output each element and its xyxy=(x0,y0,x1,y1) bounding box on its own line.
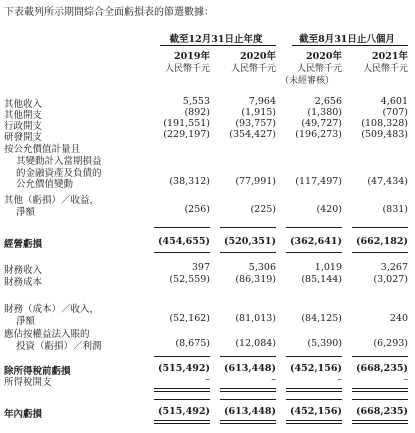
subtotal-rule xyxy=(220,399,276,400)
table-cell: (77,991) xyxy=(235,176,276,188)
table-cell: (49,727) xyxy=(301,118,342,129)
table-cell: (47,434) xyxy=(367,176,408,188)
row-label: 其他收入 xyxy=(4,99,43,110)
table-cell: (196,273) xyxy=(295,129,342,140)
subtotal-rule xyxy=(286,252,342,253)
table-cell: 2,656 xyxy=(314,96,342,107)
table-cell: (191,551) xyxy=(163,118,210,129)
table-cell: (256) xyxy=(184,203,210,215)
row-label: 其他開支 xyxy=(4,110,43,121)
table-cell: (613,448) xyxy=(224,406,276,417)
unit-header-1: 人民幣千元 xyxy=(164,64,210,74)
table-cell: (454,655) xyxy=(158,236,210,247)
header-year-rule xyxy=(160,45,276,46)
table-cell: (452,156) xyxy=(290,363,342,374)
table-cell: (1,915) xyxy=(241,107,276,118)
table-cell: 3,267 xyxy=(380,262,408,273)
subtotal-rule xyxy=(286,399,342,400)
table-cell: (86,319) xyxy=(235,274,276,285)
double-underline xyxy=(352,388,408,392)
subtotal-rule xyxy=(352,356,408,357)
year-header-2: 2020年 xyxy=(240,51,276,62)
unaudited-note: （未經審核） xyxy=(279,76,334,86)
unit-header-4: 人民幣千元 xyxy=(362,64,408,74)
row-label: 研發開支 xyxy=(4,132,43,143)
table-cell: 4,601 xyxy=(380,96,408,107)
row-label: 除所得稅前虧損 xyxy=(4,366,71,377)
subtotal-rule xyxy=(154,356,210,357)
header-period-group: 截至8月31日止八個月 xyxy=(299,34,395,45)
table-cell: (452,156) xyxy=(290,406,342,417)
row-label: 財務（成本）／收入， xyxy=(4,304,100,315)
double-underline xyxy=(352,420,408,424)
table-cell: (108,328) xyxy=(361,118,408,129)
table-cell: (52,162) xyxy=(169,312,210,324)
table-cell: (117,497) xyxy=(295,176,342,188)
table-cell: (6,293) xyxy=(373,337,408,349)
double-underline xyxy=(286,388,342,392)
table-cell: (52,559) xyxy=(169,274,210,285)
table-cell: (12,084) xyxy=(235,337,276,349)
double-underline xyxy=(220,420,276,424)
table-cell: (420) xyxy=(316,203,342,215)
row-label: 所得稅開支 xyxy=(4,377,52,388)
row-label: 淨額 xyxy=(16,206,36,218)
table-cell: (225) xyxy=(250,203,276,215)
year-header-4: 2021年 xyxy=(372,51,408,62)
subtotal-rule xyxy=(154,399,210,400)
intro-text: 下表載列所示期間綜合全面虧損表的節選數據： xyxy=(4,7,214,18)
table-cell: 5,553 xyxy=(182,96,210,107)
table-cell: 240 xyxy=(389,312,408,324)
table-cell: (613,448) xyxy=(224,363,276,374)
subtotal-rule xyxy=(220,252,276,253)
table-cell: (831) xyxy=(382,203,408,215)
table-cell: – xyxy=(403,374,408,385)
row-label: 的金融資產及負債的 xyxy=(16,167,102,179)
table-cell: (520,351) xyxy=(224,236,276,247)
table-cell: – xyxy=(205,374,210,385)
table-cell: (707) xyxy=(382,107,408,118)
subtotal-rule xyxy=(352,227,408,228)
row-label: 經營虧損 xyxy=(4,239,43,250)
table-cell: (662,182) xyxy=(356,236,408,247)
table-cell: – xyxy=(337,374,342,385)
table-cell: (8,675) xyxy=(175,337,210,349)
table-cell: (93,757) xyxy=(235,118,276,129)
subtotal-rule xyxy=(352,252,408,253)
year-header-1: 2019年 xyxy=(174,51,210,62)
table-cell: (354,427) xyxy=(229,129,276,140)
row-label: 其他（虧損）／收益， xyxy=(4,195,100,206)
row-label: 年內虧損 xyxy=(4,409,43,420)
table-cell: (668,235) xyxy=(356,363,408,374)
table-cell: (81,013) xyxy=(235,312,276,324)
row-label: 淨額 xyxy=(16,315,36,327)
table-cell: (5,390) xyxy=(307,337,342,349)
subtotal-rule xyxy=(220,227,276,228)
subtotal-rule xyxy=(154,252,210,253)
table-cell: (38,312) xyxy=(169,176,210,188)
table-cell: (362,641) xyxy=(290,236,342,247)
table-cell: – xyxy=(271,374,276,385)
table-cell: 7,964 xyxy=(248,96,276,107)
table-cell: (85,144) xyxy=(301,274,342,285)
table-cell: (892) xyxy=(184,107,210,118)
double-underline xyxy=(220,388,276,392)
table-cell: (509,483) xyxy=(361,129,408,140)
table-cell: 5,306 xyxy=(248,262,276,273)
table-cell: (84,125) xyxy=(301,312,342,324)
subtotal-rule xyxy=(154,227,210,228)
table-cell: 1,019 xyxy=(314,262,342,273)
table-cell: (515,492) xyxy=(158,406,210,417)
row-label: 財務收入 xyxy=(4,265,43,276)
double-underline xyxy=(154,420,210,424)
year-header-3: 2020年 xyxy=(306,51,342,62)
row-label: 財務成本 xyxy=(4,277,43,288)
row-label: 投資（虧損）／利潤 xyxy=(16,340,102,352)
subtotal-rule xyxy=(286,356,342,357)
double-underline xyxy=(286,420,342,424)
header-year-group: 截至12月31日止年度 xyxy=(169,34,263,45)
table-cell: (1,380) xyxy=(307,107,342,118)
row-label: 行政開支 xyxy=(4,121,43,132)
row-label: 公允價值變動 xyxy=(16,179,74,191)
header-period-rule xyxy=(292,45,408,46)
table-cell: (668,235) xyxy=(356,406,408,417)
unit-header-3: 人民幣千元 xyxy=(296,64,342,74)
table-cell: (229,197) xyxy=(163,129,210,140)
table-cell: (3,027) xyxy=(373,274,408,285)
subtotal-rule xyxy=(352,399,408,400)
subtotal-rule xyxy=(220,356,276,357)
row-label: 應佔按權益法入賬的 xyxy=(4,329,90,340)
row-label: 按公允價值計量且 xyxy=(4,144,81,155)
table-cell: 397 xyxy=(191,262,210,273)
subtotal-rule xyxy=(286,227,342,228)
row-label: 其變動計入當期損益 xyxy=(16,155,102,167)
table-cell: (515,492) xyxy=(158,363,210,374)
unit-header-2: 人民幣千元 xyxy=(230,64,276,74)
double-underline xyxy=(154,388,210,392)
